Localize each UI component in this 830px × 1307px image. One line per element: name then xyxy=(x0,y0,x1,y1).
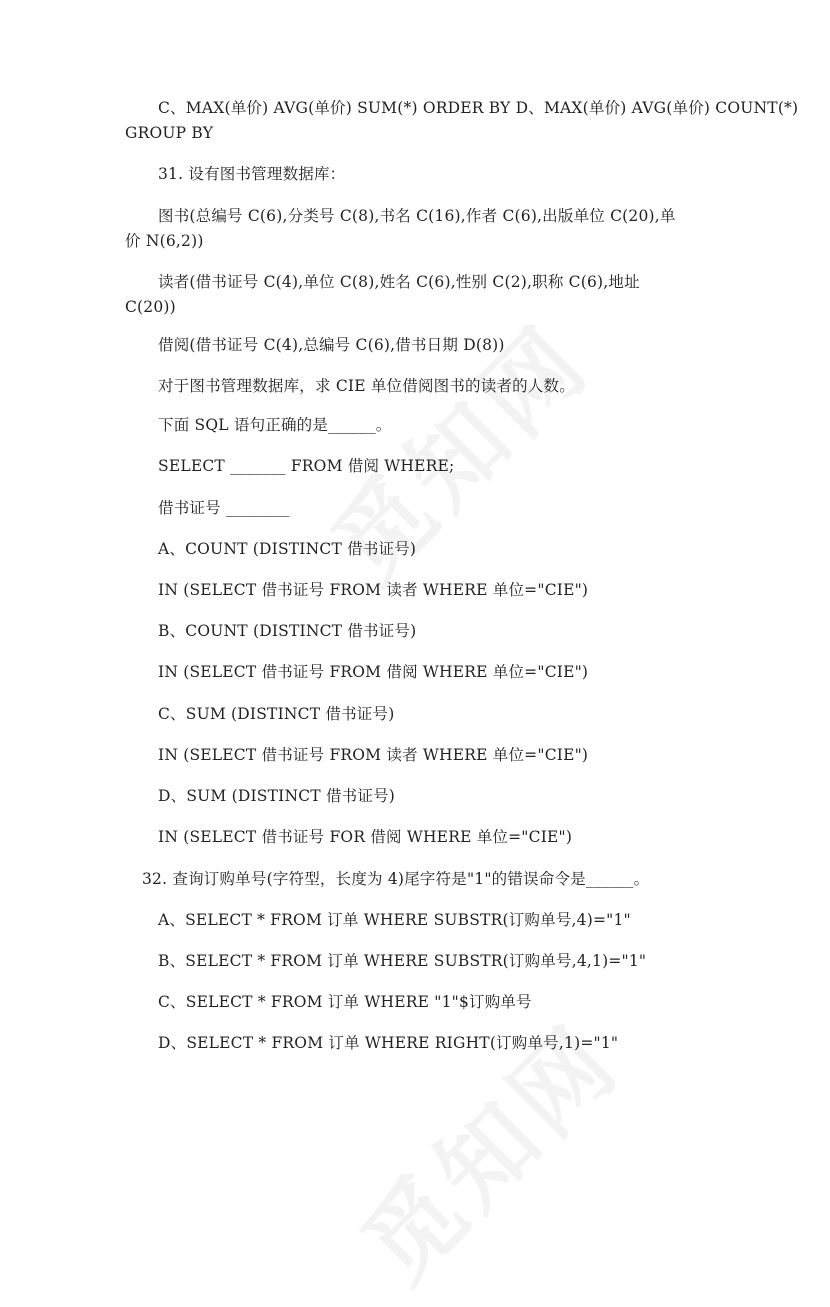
option-b: B、SELECT * FROM 订单 WHERE SUBSTR(订购单号,4,1)="1" xyxy=(158,952,647,970)
question-31-heading: 31. 设有图书管理数据库： xyxy=(158,165,346,183)
option-c: C、SUM (DISTINCT 借书证号) xyxy=(158,705,395,723)
text-line: 借阅(借书证号 C(4),总编号 C(6),借书日期 D(8)) xyxy=(158,336,505,354)
text-line: GROUP BY xyxy=(125,124,214,142)
option-a: A、COUNT (DISTINCT 借书证号) xyxy=(158,540,417,558)
option-b: B、COUNT (DISTINCT 借书证号) xyxy=(158,622,417,640)
text-line: IN (SELECT 借书证号 FROM 读者 WHERE 单位="CIE") xyxy=(158,746,589,764)
text-line: SELECT _______ FROM 借阅 WHERE; xyxy=(158,457,455,475)
text-line: IN (SELECT 借书证号 FOR 借阅 WHERE 单位="CIE") xyxy=(158,828,573,846)
text-line: C(20)) xyxy=(125,298,176,316)
option-d: D、SUM (DISTINCT 借书证号) xyxy=(158,787,396,805)
text-line: IN (SELECT 借书证号 FROM 借阅 WHERE 单位="CIE") xyxy=(158,663,589,681)
question-32-heading: 32. 查询订购单号(字符型，长度为 4)尾字符是"1"的错误命令是______。 xyxy=(142,870,650,888)
text-line: 对于图书管理数据库，求 CIE 单位借阅图书的读者的人数。 xyxy=(158,377,575,395)
text-line: 借书证号 ________ xyxy=(158,499,290,517)
option-a: A、SELECT * FROM 订单 WHERE SUBSTR(订购单号,4)="1" xyxy=(158,911,631,929)
text-line: IN (SELECT 借书证号 FROM 读者 WHERE 单位="CIE") xyxy=(158,581,589,599)
text-line: 下面 SQL 语句正确的是______。 xyxy=(158,416,392,434)
text-line: 读者(借书证号 C(4),单位 C(8),姓名 C(6),性别 C(2),职称 C(6),地址 xyxy=(158,273,640,291)
text-line: 图书(总编号 C(6),分类号 C(8),书名 C(16),作者 C(6),出版单位 C(20),单 xyxy=(158,207,676,225)
option-c: C、SELECT * FROM 订单 WHERE "1"$订购单号 xyxy=(158,993,532,1011)
text-line: C、MAX(单价) AVG(单价) SUM(*) ORDER BY D、MAX(单价) AVG(单价) COUNT(*) xyxy=(158,99,799,117)
option-d: D、SELECT * FROM 订单 WHERE RIGHT(订购单号,1)="1" xyxy=(158,1034,619,1052)
text-line: 价 N(6,2)) xyxy=(125,232,204,250)
